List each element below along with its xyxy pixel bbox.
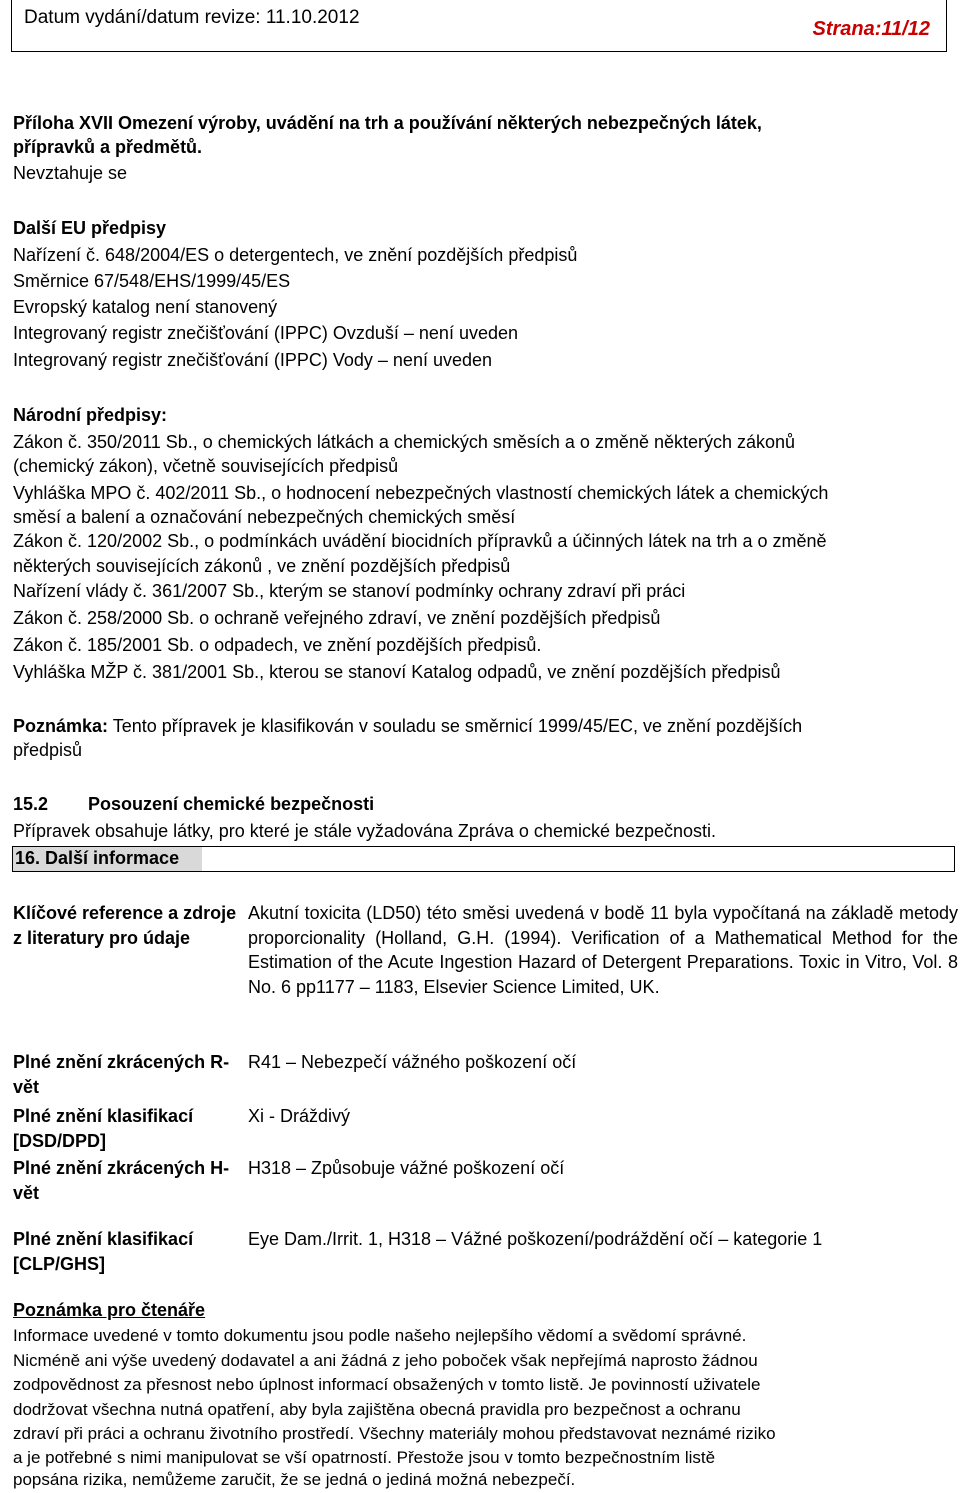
dsd-label: Plné znění klasifikací [DSD/DPD] [13,1106,194,1151]
h-phrases-label: Plné znění zkrácených H-vět [13,1158,230,1203]
national-line: některých souvisejících zákonů , ve znění pozdějších předpisů [13,556,511,576]
national-line: Zákon č. 258/2000 Sb. o ochraně veřejného zdraví, ve znění pozdějších předpisů [13,608,661,628]
section-16-title: 16. Další informace [15,848,180,868]
national-line: Vyhláška MŽP č. 381/2001 Sb., kterou se stanoví Katalog odpadů, ve znění pozdějších předpisů [13,662,781,682]
section-15-2-number: 15.2 [13,794,49,814]
reader-note-line: dodržovat všechna nutná opatření, aby byla zajištěna obecná pravidla pro bezpečnost a ochranu [13,1400,741,1419]
section-15-2-text: Přípravek obsahuje látky, pro které je stále vyžadována Zpráva o chemické bezpečnosti. [13,821,717,841]
eu-line: Integrovaný registr znečišťování (IPPC) Vody – není uveden [13,350,493,370]
note-text: Tento přípravek je klasifikován v souladu se směrnicí 1999/45/EC, ve znění pozdějších [108,716,803,736]
clp-text: Eye Dam./Irrit. 1, H318 – Vážné poškození/podráždění očí – kategorie 1 [248,1229,823,1249]
section-15-2-title: Posouzení chemické bezpečnosti [88,794,375,814]
national-line: Nařízení vlády č. 361/2007 Sb., kterým se stanoví podmínky ochrany zdraví při práci [13,581,686,601]
annex-title-line2: přípravků a předmětů. [13,137,203,157]
eu-heading: Další EU předpisy [13,218,167,238]
national-heading: Národní předpisy: [13,405,168,425]
reader-note-line: zodpovědnost za přesnost nebo úplnost informací obsažených v tomto listě. Je povinností uživatele [13,1375,761,1394]
annex-title-line1: Příloha XVII Omezení výroby, uvádění na trh a používání některých nebezpečných látek, [13,113,762,133]
reader-note-line: zdraví při práci a ochranu životního prostředí. Všechny materiály mohou představovat neznámé riziko [13,1424,776,1443]
section-16-bar [12,846,955,872]
refs-label: Klíčové reference a zdroje z literatury pro údaje [13,903,237,948]
national-line: Zákon č. 350/2011 Sb., o chemických látkách a chemických směsích a o změně některých zákonů [13,432,796,452]
reader-note-line: Nicméně ani výše uvedený dodavatel a ani žádná z jeho poboček však nepřejímá naprosto žádnou [13,1351,758,1370]
refs-text: Akutní toxicita (LD50) této směsi uvedená v bodě 11 byla vypočítaná na základě metody proporcionality (Holland, G.H. (1994). Verification of a Mathematical Method for the Estimation of the Acute Ingestion Hazard of Detergent Preparations. Toxic in Vitro, Vol. 8 No. 6 pp1177 – 1183, Elsevier Science Limited, UK. [248,903,958,997]
r-phrases-text: R41 – Nebezpečí vážného poškození očí [248,1052,577,1072]
r-phrases-label: Plné znění zkrácených R-vět [13,1052,230,1097]
reader-note-line: popsána rizika, nemůžeme zaručit, že se jedná o jediná možná nebezpečí. [13,1470,576,1489]
h-phrases-text: H318 – Způsobuje vážné poškození očí [248,1158,565,1178]
reader-note-line: Informace uvedené v tomto dokumentu jsou podle našeho nejlepšího vědomí a svědomí správné. [13,1326,747,1345]
national-line: (chemický zákon), včetně souvisejících předpisů [13,456,399,476]
dsd-text: Xi - Dráždivý [248,1106,351,1126]
annex-status: Nevztahuje se [13,163,128,183]
page-header [11,0,947,52]
national-line: Zákon č. 120/2002 Sb., o podmínkách uvádění biocidních přípravků a účinných látek na trh a o změně [13,531,827,551]
page-number: Strana:11/12 [812,18,930,40]
eu-line: Nařízení č. 648/2004/ES o detergentech, ve znění pozdějších předpisů [13,245,578,265]
eu-line: Evropský katalog není stanovený [13,297,278,317]
reader-note-heading: Poznámka pro čtenáře [13,1300,206,1320]
national-line: směsí a balení a označování nebezpečných chemických směsí [13,507,516,527]
note-line2: předpisů [13,740,83,760]
eu-line: Směrnice 67/548/EHS/1999/45/ES [13,271,291,291]
national-line: Vyhláška MPO č. 402/2011 Sb., o hodnocení nebezpečných vlastností chemických látek a chemických [13,483,829,503]
eu-line: Integrovaný registr znečišťování (IPPC) Ovzduší – není uveden [13,323,519,343]
note-label: Poznámka: [13,716,109,736]
clp-label: Plné znění klasifikací [CLP/GHS] [13,1229,194,1274]
note-line1 [13,715,802,737]
reader-note-line: a je potřebné s nimi manipulovat se vší opatrností. Přestože jsou v tomto bezpečnostním listě [13,1448,716,1467]
national-line: Zákon č. 185/2001 Sb. o odpadech, ve znění pozdějších předpisů. [13,635,542,655]
revision-date: Datum vydání/datum revize: 11.10.2012 [24,7,360,28]
